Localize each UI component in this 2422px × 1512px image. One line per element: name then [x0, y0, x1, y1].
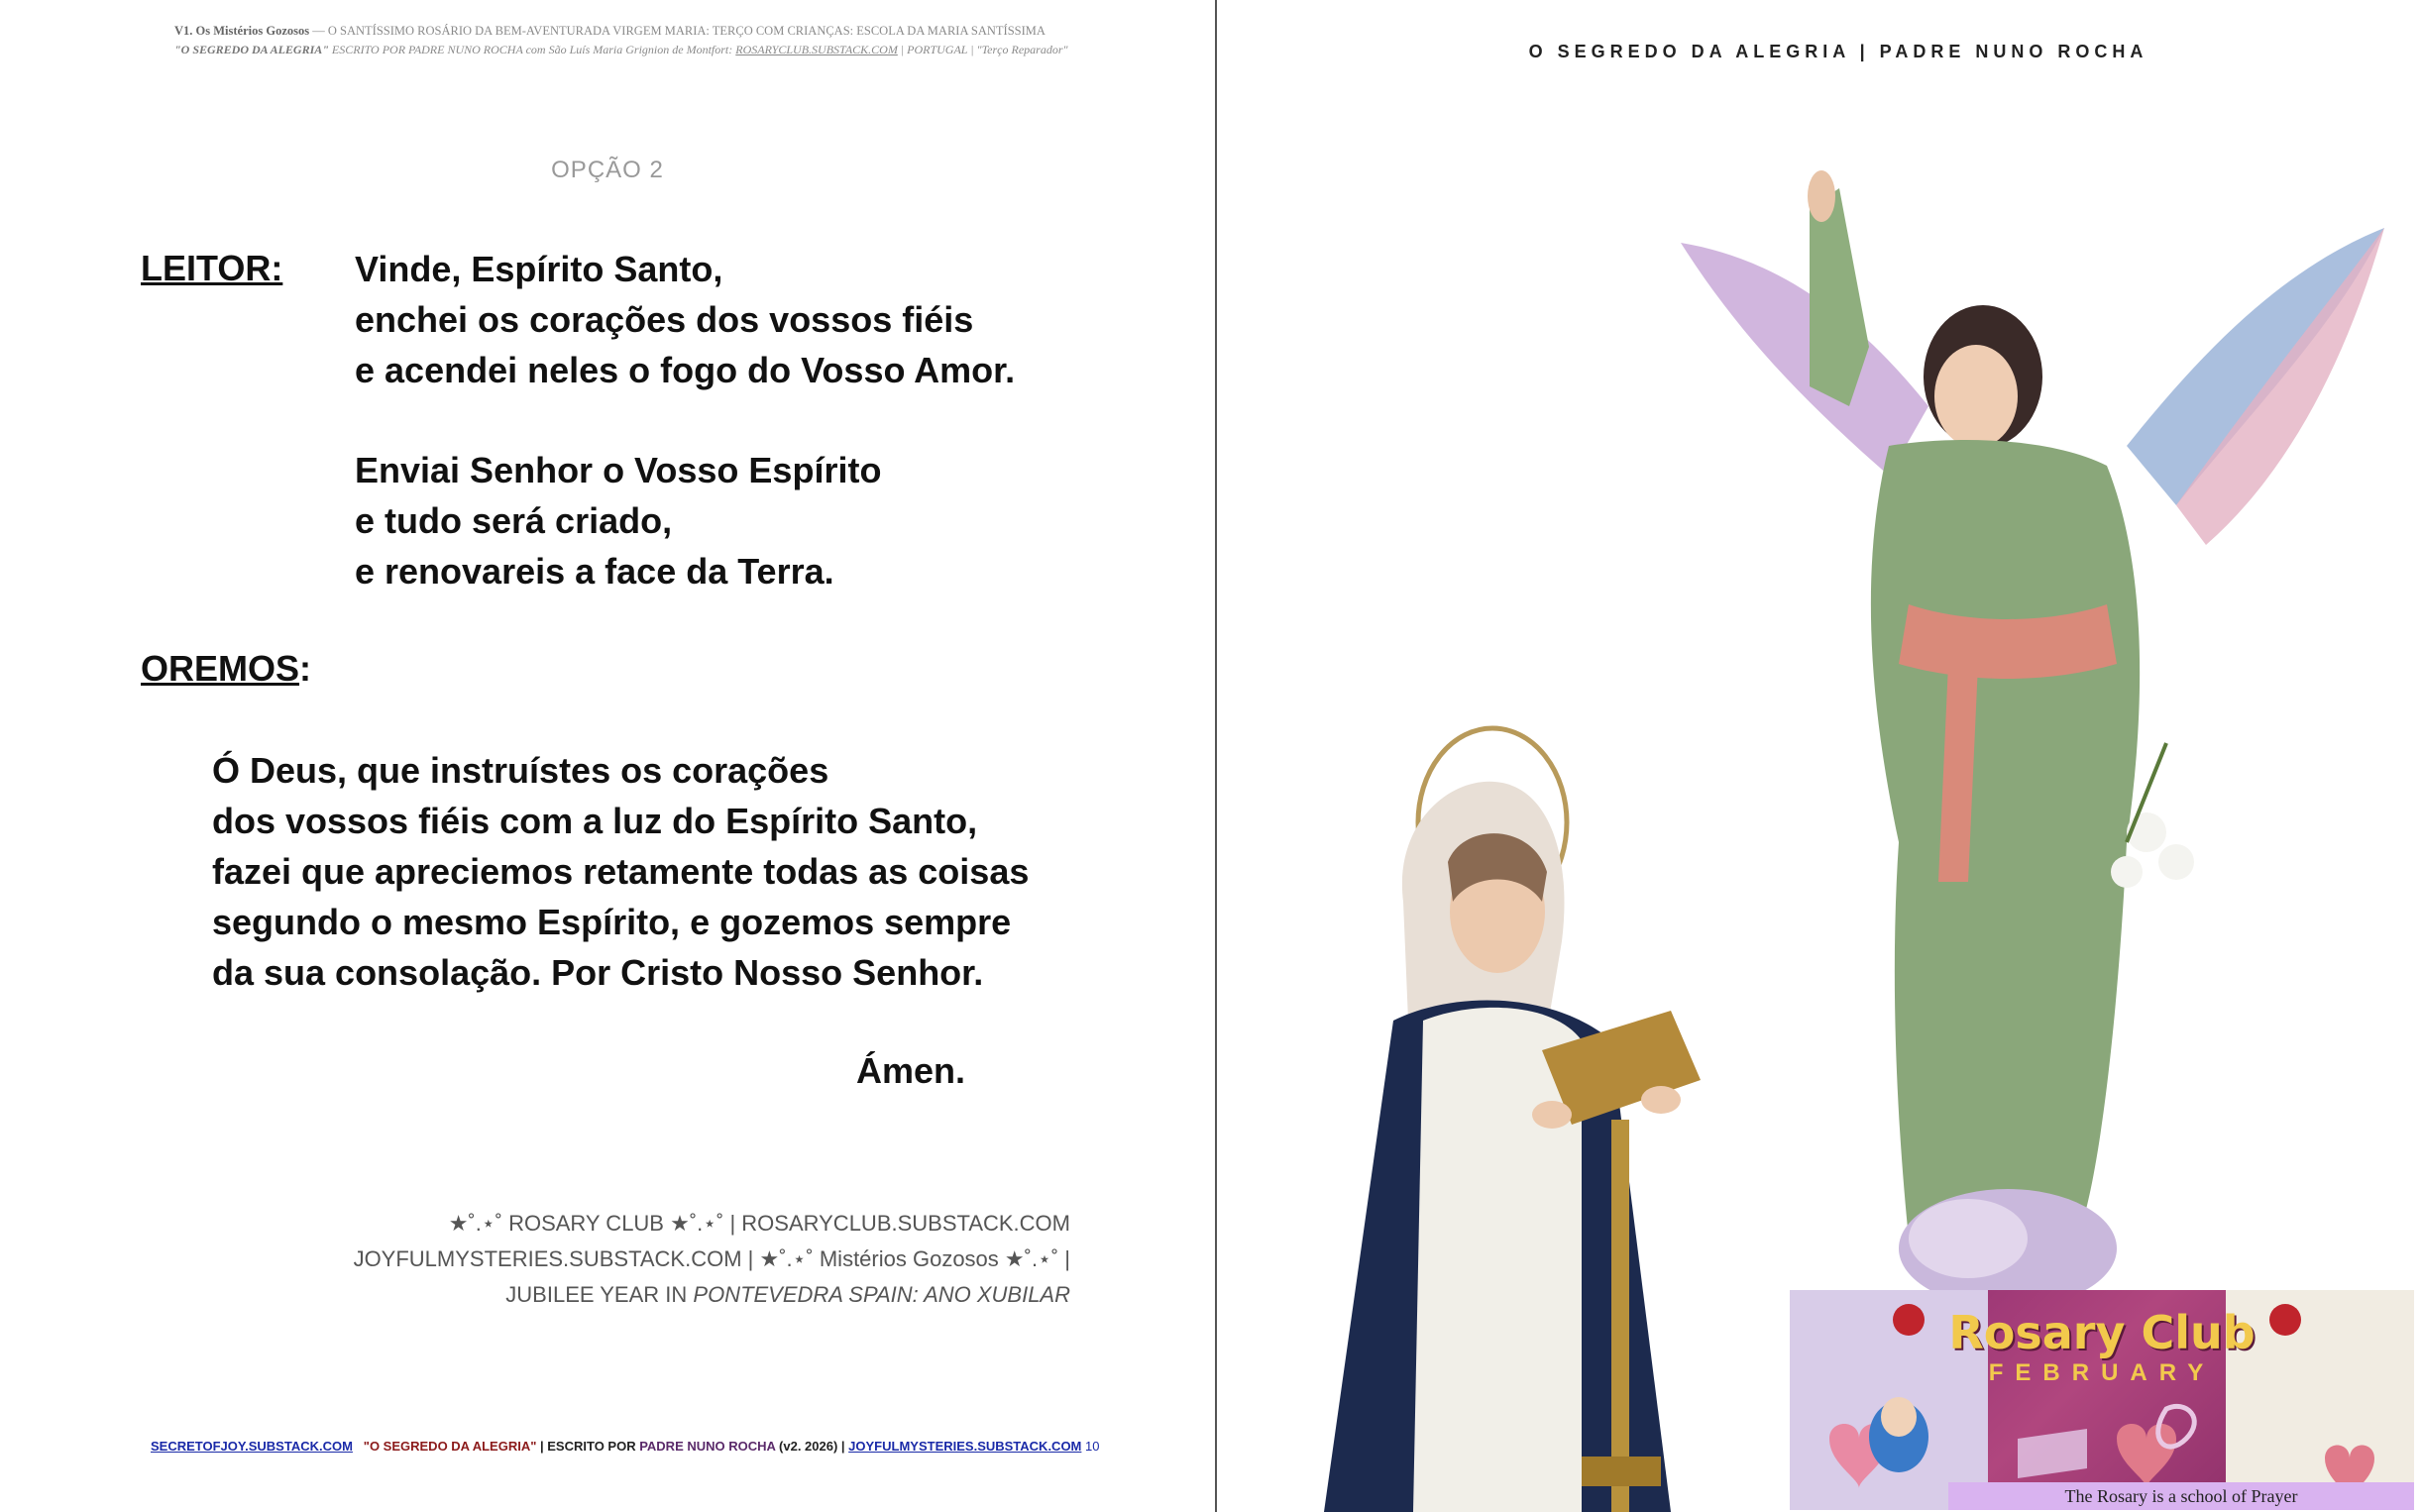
page-number: 10 — [1085, 1439, 1100, 1454]
footer-line-2: JOYFULMYSTERIES.SUBSTACK.COM | ★˚.⋆˚ Mistérios Gozosos ★˚.⋆˚ | — [353, 1246, 1070, 1271]
right-running-head: O SEGREDO DA ALEGRIA | PADRE NUNO ROCHA — [1528, 42, 2148, 61]
amen-text: Ámen. — [856, 1050, 966, 1091]
running-header-line2: "O SEGREDO DA ALEGRIA" ESCRITO POR PADRE NUNO ROCHA com São Luís Maria Grignion de Montfort: ROSARYCLUB.SUBSTACK.COM | PORTUGAL | "Terço Reparador" — [174, 43, 1068, 56]
rosary-club-banner — [1790, 1290, 2414, 1510]
footer-line-3: JUBILEE YEAR IN PONTEVEDRA SPAIN: ANO XUBILAR — [505, 1282, 1070, 1307]
verse-block-2: Enviai Senhor o Vosso Espírito e tudo será criado, e renovareis a face da Terra. — [355, 450, 882, 592]
running-header-line1: V1. Os Mistérios Gozosos — O SANTÍSSIMO ROSÁRIO DA BEM-AVENTURADA VIRGEM MARIA: TERÇO COM CRIANÇAS: ESCOLA DA MARIA SANTÍSSIMA — [174, 24, 1046, 38]
prayer-label: OREMOS: — [141, 648, 312, 689]
bottom-bar: SECRETOFJOY.SUBSTACK.COM "O SEGREDO DA ALEGRIA" | ESCRITO POR PADRE NUNO ROCHA (v2. 2026) | JOYFULMYSTERIES.SUBSTACK.COM 10 — [151, 1439, 1100, 1454]
bottom-link-secretofjoy[interactable]: SECRETOFJOY.SUBSTACK.COM — [151, 1439, 353, 1454]
verse-block-1: Vinde, Espírito Santo, enchei os corações dos vossos fiéis e acendei neles o fogo do Vosso Amor. — [355, 249, 1016, 390]
header-link[interactable]: ROSARYCLUB.SUBSTACK.COM — [735, 43, 898, 56]
banner-caption: The Rosary is a school of Prayer — [1948, 1482, 2414, 1510]
bottom-link-joyfulmysteries[interactable]: JOYFULMYSTERIES.SUBSTACK.COM — [848, 1439, 1082, 1454]
page-divider-left — [1215, 0, 1217, 1512]
banner-month: FEBRUARY — [1988, 1359, 2216, 1386]
reader-label: LEITOR: — [141, 248, 283, 288]
option-label: OPÇÃO 2 — [551, 157, 664, 183]
footer-line-1: ★˚.⋆˚ ROSARY CLUB ★˚.⋆˚ | ROSARYCLUB.SUBSTACK.COM — [448, 1211, 1070, 1236]
banner-title: Rosary Club — [1948, 1306, 2256, 1359]
prayer-text: Ó Deus, que instruístes os corações dos vossos fiéis com a luz do Espírito Santo, fazei que apreciemos retamente todas as coisas segundo o mesmo Espírito, e gozemos sempre da sua consolação. Por Cristo Nosso Senhor. — [212, 750, 1030, 993]
